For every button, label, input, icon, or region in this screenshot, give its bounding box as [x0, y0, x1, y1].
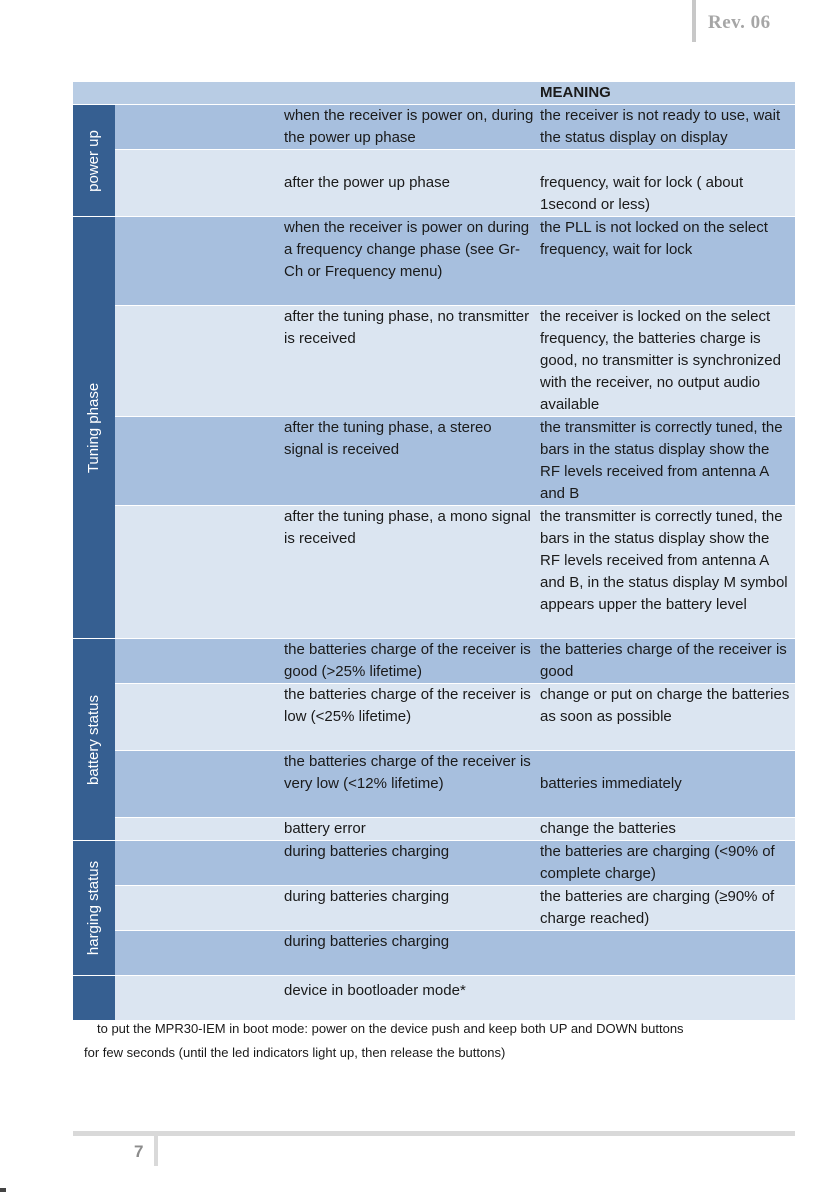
table-header-row: [73, 82, 795, 105]
corner-mark: [0, 1188, 6, 1192]
indicator-cell: [115, 818, 280, 841]
meaning-cell: batteries immediately: [536, 751, 795, 818]
table-row: [73, 150, 795, 217]
table-row: [73, 886, 795, 931]
meaning-cell: the transmitter is correctly tuned, the bars in the status display show the RF levels received from antenna A and B, in the status display M symbol appears upper the battery level: [536, 506, 795, 639]
indicator-cell: [115, 217, 280, 306]
footnote-line-1: to put the MPR30-IEM in boot mode: power on the device push and keep both UP and DOWN buttons: [97, 1021, 684, 1036]
indicator-cell: [115, 841, 280, 886]
meaning-cell: the receiver is not ready to use, wait the status display on display: [536, 105, 795, 150]
meaning-cell: the transmitter is correctly tuned, the bars in the status display show the RF levels received from antenna A and B: [536, 417, 795, 506]
table-row: [73, 684, 795, 751]
table-row: [73, 639, 795, 684]
condition-cell: after the power up phase: [280, 150, 536, 217]
condition-cell: the batteries charge of the receiver is low (<25% lifetime): [280, 684, 536, 751]
indicator-cell: [115, 306, 280, 417]
meaning-cell: frequency, wait for lock ( about 1second or less): [536, 150, 795, 217]
table-row: [73, 217, 795, 306]
group-label-charging-status: harging status: [73, 841, 115, 976]
meaning-cell: the batteries charge of the receiver is good: [536, 639, 795, 684]
indicator-cell: [115, 886, 280, 931]
indicator-cell: [115, 105, 280, 150]
table-row: [73, 751, 795, 818]
meaning-cell: the receiver is locked on the select frequency, the batteries charge is good, no transmitter is synchronized with the receiver, no output audio available: [536, 306, 795, 417]
footer-separator: [154, 1136, 158, 1166]
indicator-cell: [115, 976, 280, 1021]
meaning-cell: change the batteries: [536, 818, 795, 841]
condition-cell: during batteries charging: [280, 886, 536, 931]
table-row: [73, 841, 795, 886]
meaning-cell: [536, 931, 795, 976]
table-row: [73, 306, 795, 417]
header-cell-indicator: [115, 82, 280, 105]
indicator-cell: [115, 150, 280, 217]
led-status-table: [73, 82, 795, 1021]
group-label-power-up: power up: [73, 105, 115, 217]
indicator-cell: [115, 506, 280, 639]
table-row: [73, 931, 795, 976]
indicator-cell: [115, 639, 280, 684]
condition-cell: when the receiver is power on during a frequency change phase (see Gr-Ch or Frequency menu): [280, 217, 536, 306]
page-number: 7: [134, 1142, 144, 1161]
meaning-cell: [536, 976, 795, 1021]
table-row: [73, 818, 795, 841]
condition-cell: the batteries charge of the receiver is very low (<12% lifetime): [280, 751, 536, 818]
group-label-battery-status: battery status: [73, 639, 115, 841]
condition-cell: when the receiver is power on, during the power up phase: [280, 105, 536, 150]
condition-cell: during batteries charging: [280, 841, 536, 886]
table-row: [73, 417, 795, 506]
meaning-cell: the batteries are charging (<90% of complete charge): [536, 841, 795, 886]
table-row: [73, 506, 795, 639]
indicator-cell: [115, 751, 280, 818]
header-cell-group: [73, 82, 115, 105]
header-divider: [692, 0, 696, 42]
indicator-cell: [115, 931, 280, 976]
meaning-cell: the PLL is not locked on the select frequency, wait for lock: [536, 217, 795, 306]
indicator-cell: [115, 417, 280, 506]
indicator-cell: [115, 684, 280, 751]
footer-rule: [73, 1131, 795, 1136]
group-label-tuning-phase: Tuning phase: [73, 217, 115, 639]
condition-cell: battery error: [280, 818, 536, 841]
condition-cell: device in bootloader mode*: [280, 976, 536, 1021]
header-cell-meaning: MEANING: [536, 82, 795, 105]
condition-cell: after the tuning phase, no transmitter is received: [280, 306, 536, 417]
table-row: [73, 976, 795, 1021]
revision-label: Rev. 06: [708, 12, 771, 33]
footnote-line-2: for few seconds (until the led indicators light up, then release the buttons): [84, 1045, 506, 1060]
condition-cell: after the tuning phase, a mono signal is received: [280, 506, 536, 639]
condition-cell: after the tuning phase, a stereo signal is received: [280, 417, 536, 506]
group-label-empty: [73, 976, 115, 1021]
header-cell-condition: [280, 82, 536, 105]
condition-cell: the batteries charge of the receiver is good (>25% lifetime): [280, 639, 536, 684]
condition-cell: during batteries charging: [280, 931, 536, 976]
meaning-cell: the batteries are charging (≥90% of charge reached): [536, 886, 795, 931]
table-row: [73, 105, 795, 150]
meaning-cell: change or put on charge the batteries as soon as possible: [536, 684, 795, 751]
